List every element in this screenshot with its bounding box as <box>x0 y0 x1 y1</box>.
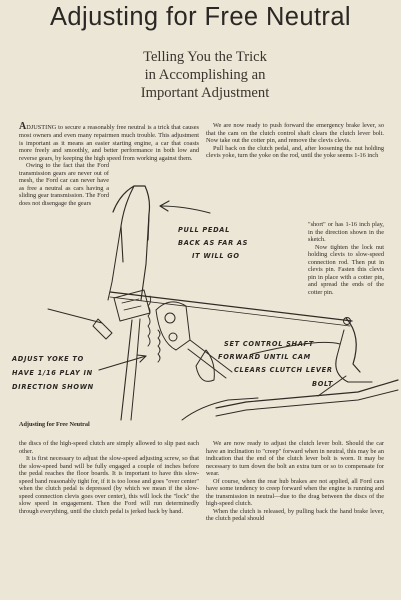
right-paragraph-1: We are now ready to push forward the emergency brake lever, so that the cam on the clutch control shaft clears the clutch lever bolt. Now take out the cotter pin, and remove the clevis clevis. <box>206 122 384 145</box>
annotation-set-shaft-3: CLEARS CLUTCH LEVER <box>234 366 333 374</box>
intro-paragraph: DJUSTING to secure a reasonably free neutral is a trick that causes most owners and even many repairmen much trouble. This adjustment is important as it means an easier starting engine, a car that coasts more freely and smoothly, and better performance in both low and reverse gears, by keeping the high speed from working against them. <box>19 124 199 162</box>
right-bottom-paragraph-2: Of course, when the rear hub brakes are not applied, all Ford cars have some tendency to creep forward when the engine is running and the transmission in neutral—due to the drag between the discs of the high-speed clutch. <box>206 477 384 508</box>
annotation-set-shaft-2: FORWARD UNTIL CAM <box>218 353 311 361</box>
annotation-set-shaft-1: SET CONTROL SHAFT <box>224 340 314 348</box>
narrow-paragraph: Owing to the fact that the Ford transmission gears are never out of mesh, the Ford car can never have as free a neutral as cars having a sliding gear transmission. The Ford does not disengage the gears <box>19 162 109 207</box>
left-bottom-paragraph-2: It is first necessary to adjust the slow-speed adjusting screw, so that the slow-speed band will be fully engaged a couple of inches before the pedal reaches the floor boards. It is important to have this slow-speed band reasonably tight for, if it is too loose and goes "over center" when the clutch pedal is depressed (by which we mean if the slow-speed connection clevis goes over center), this will lock the "lock" the slow speed in engagement. Then the Ford will run determinedly through everything, until the clutch pedal is jerked back by hand. <box>19 455 199 515</box>
annotation-pull-pedal-3: IT WILL GO <box>192 252 240 260</box>
figure-caption: Adjusting for Free Neutral <box>19 421 90 428</box>
left-column-bottom <box>19 440 199 598</box>
right-bottom-paragraph-1: We are now ready to adjust the clutch lever bolt. Should the car have an inclination to "creep" forward when in neutral, this may be an indication that the end of the clutch lever bolt is worn. It may be necessary to turn down the bolt an extra turn or so to compensate for wear. <box>206 440 384 478</box>
subtitle-line-1: Telling You the Trick <box>143 49 267 65</box>
annotation-pull-pedal-1: PULL PEDAL <box>178 226 231 234</box>
left-bottom-paragraph-1: the discs of the high-speed clutch are simply allowed to slip past each other. <box>19 440 199 455</box>
right-column-bottom <box>206 440 384 598</box>
right-paragraph-2: Pull back on the clutch pedal, and, after loosening the nut holding clevis yoke, turn the yoke on the rod, until the yoke seems 1-16 inch <box>206 144 384 160</box>
annotation-adjust-yoke-1: ADJUST YOKE TO <box>12 355 84 363</box>
subtitle-line-3: Important Adjustment <box>140 85 270 101</box>
subtitle-line-2: in Accomplishing an <box>144 67 266 83</box>
annotation-adjust-yoke-3: DIRECTION SHOWN <box>12 383 94 391</box>
right-narrow-paragraph-1: "short" or has 1-16 inch play, in the direction shown in the sketch. <box>308 221 384 244</box>
drop-cap: A <box>19 122 27 132</box>
right-narrow-paragraph-2: Now tighten the lock nut holding clevis to slow-speed connection rod. Then put in clevis pin. Fasten this clevis pin in place with a cotter pin, and spread the ends of the cotter pin. <box>308 243 384 296</box>
annotation-adjust-yoke-2: HAVE 1/16 PLAY IN <box>12 369 93 377</box>
right-bottom-paragraph-3: When the clutch is released, by pulling back the hand brake lever, the clutch pedal should <box>206 507 384 523</box>
annotation-set-shaft-4: BOLT <box>312 380 334 388</box>
annotation-pull-pedal-2: BACK AS FAR AS <box>178 239 249 247</box>
article-title: Adjusting for Free Neutral <box>50 3 351 31</box>
